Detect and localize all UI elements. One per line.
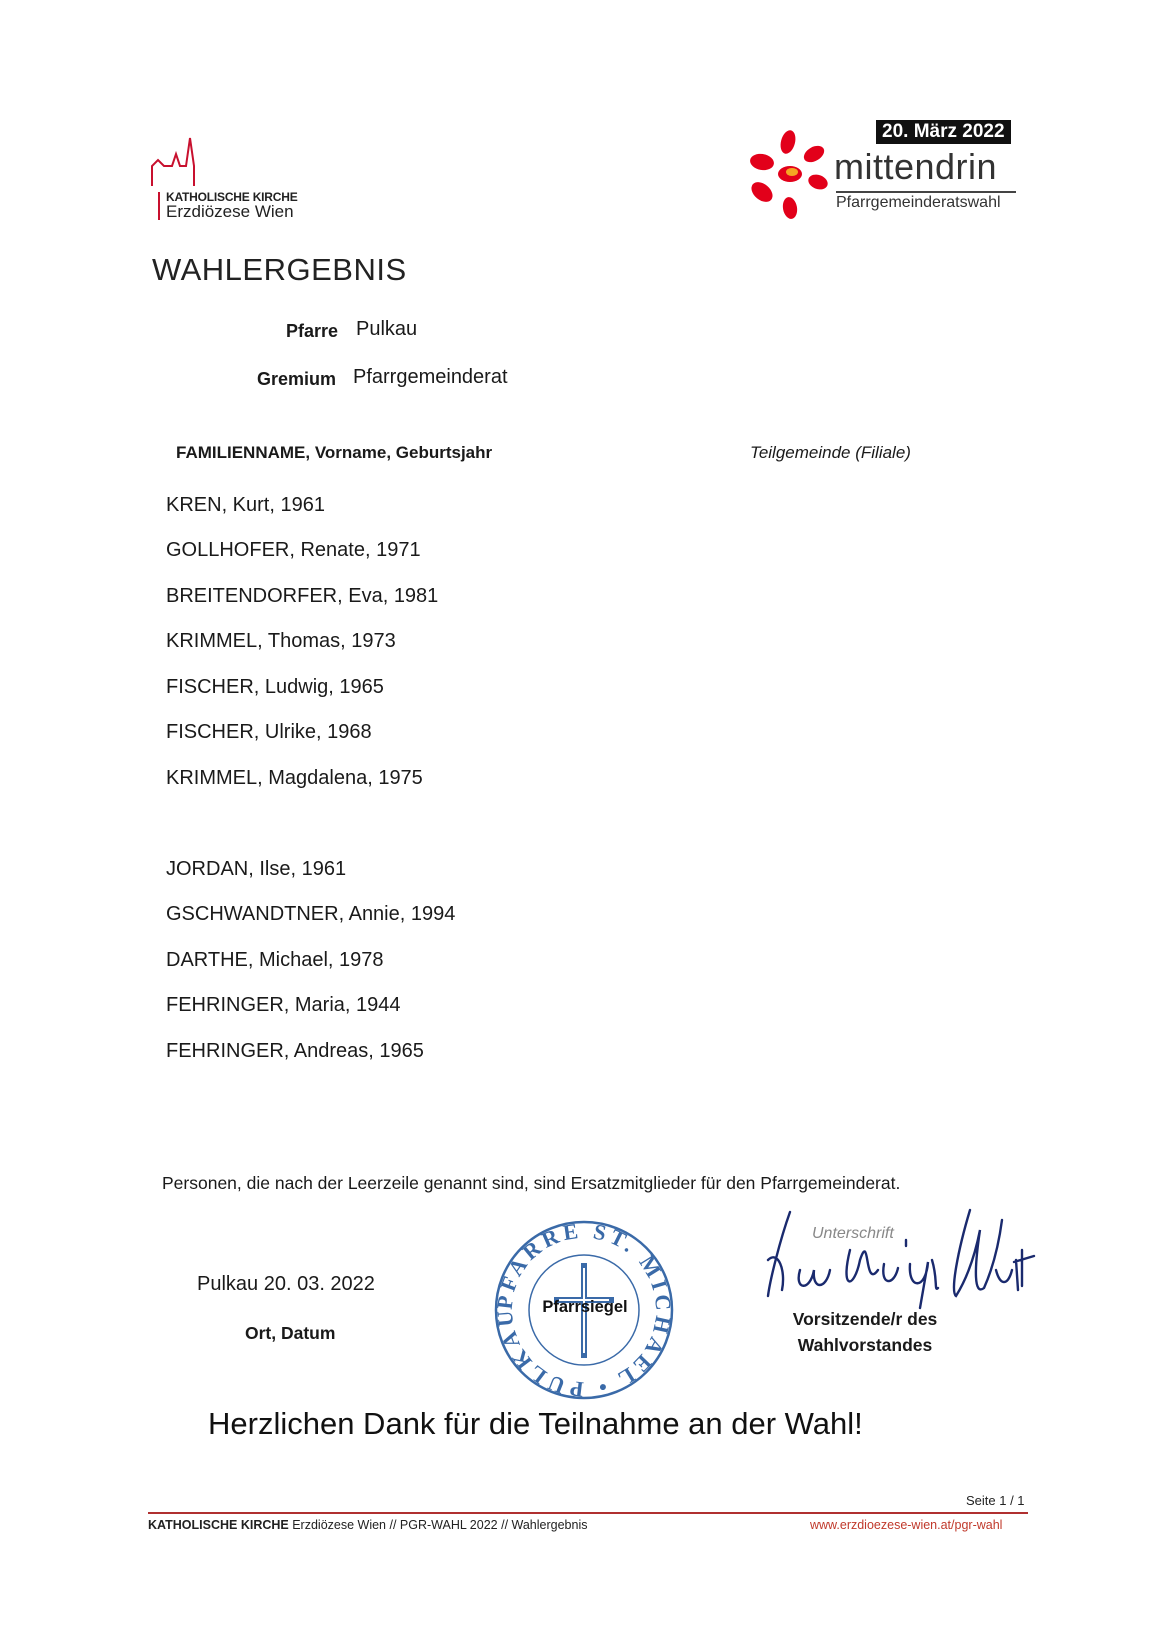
chair-label-line1: Vorsitzende/r des xyxy=(792,1309,938,1329)
place-date: Pulkau 20. 03. 2022 xyxy=(197,1273,375,1295)
church-logo xyxy=(150,136,350,226)
brand-divider xyxy=(836,191,1016,193)
list-item: KREN, Kurt, 1961 xyxy=(166,494,325,516)
list-item: JORDAN, Ilse, 1961 xyxy=(166,858,347,880)
campaign-brand: mittendrin xyxy=(834,146,998,187)
thank-you-message: Herzlichen Dank für die Teilnahme an der Wahl! xyxy=(208,1406,863,1441)
campaign-logo xyxy=(748,116,1018,226)
seal-label: Pfarrsiegel xyxy=(542,1298,628,1316)
pfarre-value: Pulkau xyxy=(356,318,418,340)
signature-hint: Unterschrift xyxy=(812,1225,894,1242)
list-item: KRIMMEL, Magdalena, 1975 xyxy=(166,767,423,789)
logo-accent-bar xyxy=(158,192,160,220)
flower-icon xyxy=(748,128,834,224)
gremium-label: Gremium xyxy=(257,369,337,389)
footer-url-link[interactable]: www.erzdioezese-wien.at/pgr-wahl xyxy=(810,1518,1003,1532)
footer-doc-info: Erzdiözese Wien // PGR-WAHL 2022 // Wahlergebnis xyxy=(288,1518,588,1532)
parish-seal xyxy=(492,1218,677,1403)
campaign-subtitle: Pfarrgemeinderatswahl xyxy=(836,194,1001,211)
footer-divider xyxy=(148,1512,1028,1514)
list-item: GOLLHOFER, Renate, 1971 xyxy=(166,539,421,561)
list-item: KRIMMEL, Thomas, 1973 xyxy=(166,630,396,652)
church-logo-line1: KATHOLISCHE KIRCHE xyxy=(166,190,298,204)
list-item: GSCHWANDTNER, Annie, 1994 xyxy=(166,903,456,925)
list-item: DARTHE, Michael, 1978 xyxy=(166,949,384,971)
list-item: BREITENDORFER, Eva, 1981 xyxy=(166,585,439,607)
church-logo-line2: Erzdiözese Wien xyxy=(166,202,294,221)
list-item: FEHRINGER, Andreas, 1965 xyxy=(166,1040,424,1062)
pfarre-label: Pfarre xyxy=(286,321,339,341)
seal-ring-text: PFARRE ST. MICHAEL • PULKAU xyxy=(492,1218,677,1403)
column-header-filiale: Teilgemeinde (Filiale) xyxy=(750,443,911,462)
place-date-label: Ort, Datum xyxy=(245,1323,336,1343)
list-item: FEHRINGER, Maria, 1944 xyxy=(166,994,401,1016)
chair-label-line2: Wahlvorstandes xyxy=(797,1335,933,1355)
cathedral-icon xyxy=(150,136,210,192)
page-number: Seite 1 / 1 xyxy=(966,1493,1025,1508)
substitute-note: Personen, die nach der Leerzeile genannt sind, sind Ersatzmitglieder für den Pfarrgemeinderat. xyxy=(162,1173,901,1193)
list-item: FISCHER, Ludwig, 1965 xyxy=(166,676,384,698)
gremium-value: Pfarrgemeinderat xyxy=(353,366,508,388)
footer-org: KATHOLISCHE KIRCHE xyxy=(148,1518,289,1532)
footer-left xyxy=(148,1518,587,1532)
column-header-name: FAMILIENNAME, Vorname, Geburtsjahr xyxy=(176,443,493,462)
handwritten-signature xyxy=(760,1200,1060,1310)
election-date-badge: 20. März 2022 xyxy=(876,120,1011,144)
page-title: WAHLERGEBNIS xyxy=(152,252,407,287)
list-item: FISCHER, Ulrike, 1968 xyxy=(166,721,372,743)
chair-label xyxy=(770,1306,960,1358)
